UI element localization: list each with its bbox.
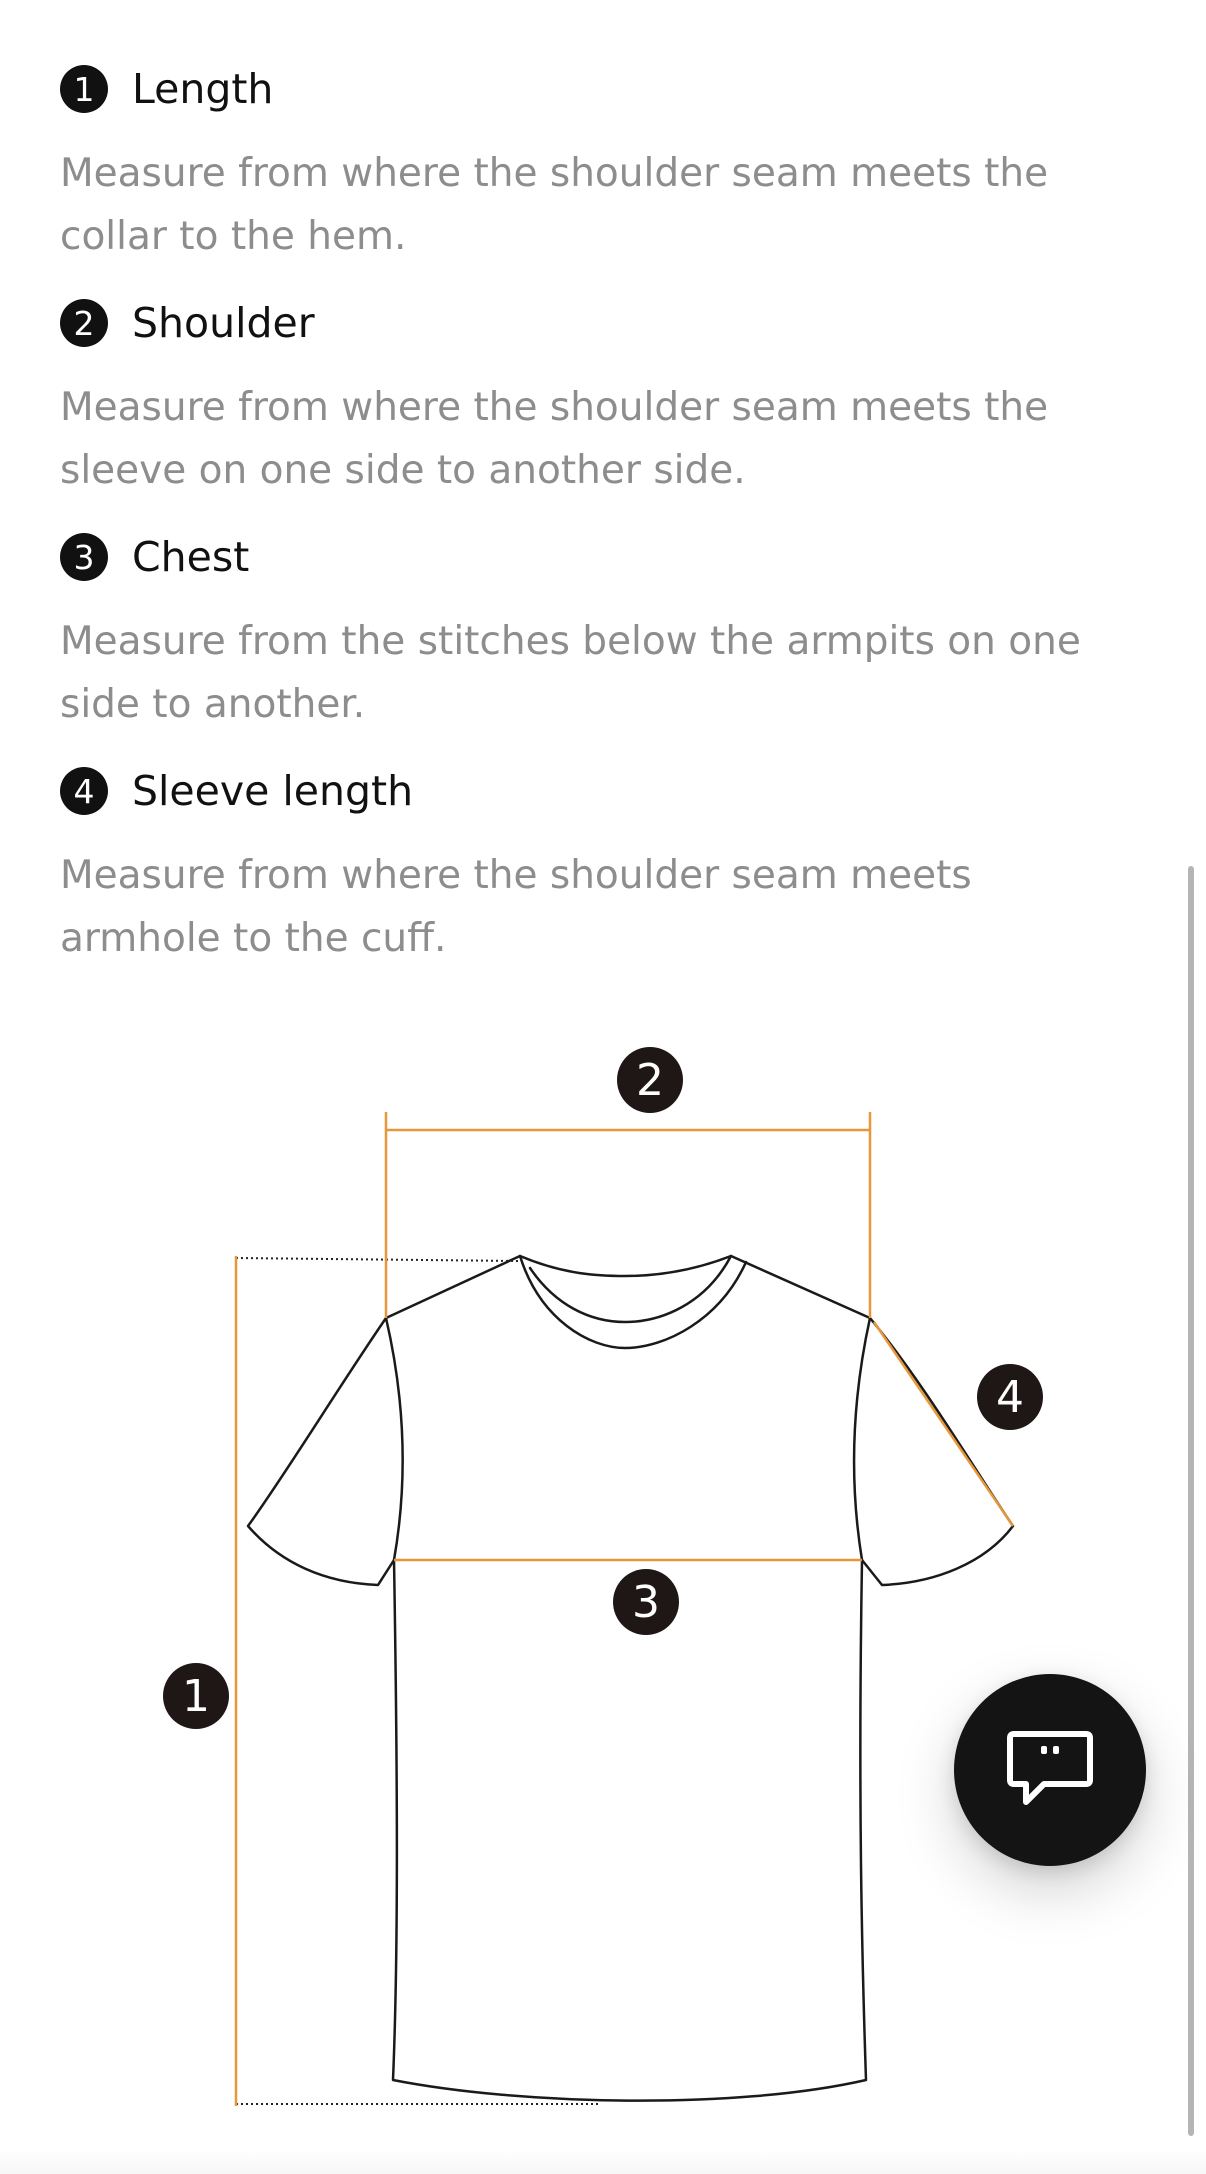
number-badge: 3 xyxy=(60,533,108,581)
sleeve-seam-left xyxy=(386,1318,403,1560)
marker-length xyxy=(163,1663,229,1729)
tshirt-body-outline xyxy=(248,1256,1013,2101)
size-guide-list xyxy=(60,58,1140,994)
guide-item-title: Shoulder xyxy=(132,299,315,347)
number-badge: 1 xyxy=(60,65,108,113)
collar-outer xyxy=(520,1256,746,1348)
guide-item-chest xyxy=(60,526,1140,736)
sleeve-seam-right xyxy=(854,1318,870,1560)
guide-item-description: Measure from where the shoulder seam meets the collar to the hem. xyxy=(60,151,1049,259)
guide-item-title: Chest xyxy=(132,533,250,581)
guide-item-description: Measure from the stitches below the armpits on one side to another. xyxy=(60,619,1081,727)
chat-bubble-icon xyxy=(1004,1728,1096,1812)
guide-item-header xyxy=(60,292,1140,354)
guide-item-header xyxy=(60,760,1140,822)
marker-chest xyxy=(613,1569,679,1635)
collar-top xyxy=(520,1256,731,1276)
guide-item-title: Sleeve length xyxy=(132,767,414,815)
guide-item-description: Measure from where the shoulder seam meets armhole to the cuff. xyxy=(60,853,972,961)
guide-item-header xyxy=(60,58,1140,120)
guide-item-description: Measure from where the shoulder seam meets the sleeve on one side to another side. xyxy=(60,385,1049,493)
marker-sleeve-label: 4 xyxy=(996,1372,1024,1423)
number-badge: 4 xyxy=(60,767,108,815)
dotted-guides xyxy=(236,1258,600,2104)
chat-button[interactable] xyxy=(954,1674,1146,1866)
guide-item-length xyxy=(60,58,1140,268)
scrollbar[interactable] xyxy=(1188,866,1196,2136)
tshirt-measurement-diagram xyxy=(0,1000,1206,2174)
bottom-edge xyxy=(0,2150,1206,2174)
guide-item-header xyxy=(60,526,1140,588)
marker-chest-label: 3 xyxy=(632,1577,660,1628)
marker-shoulder-label: 2 xyxy=(636,1055,664,1106)
scrollbar-thumb[interactable] xyxy=(1188,866,1194,2136)
guide-item-title: Length xyxy=(132,65,274,113)
tshirt-outline xyxy=(248,1256,1013,2101)
marker-sleeve xyxy=(977,1364,1043,1430)
guide-item-shoulder xyxy=(60,292,1140,502)
length-top-guide xyxy=(236,1258,518,1261)
number-badge: 2 xyxy=(60,299,108,347)
marker-length-label: 1 xyxy=(182,1671,210,1722)
marker-shoulder xyxy=(617,1047,683,1113)
guide-item-sleeve-length xyxy=(60,760,1140,970)
